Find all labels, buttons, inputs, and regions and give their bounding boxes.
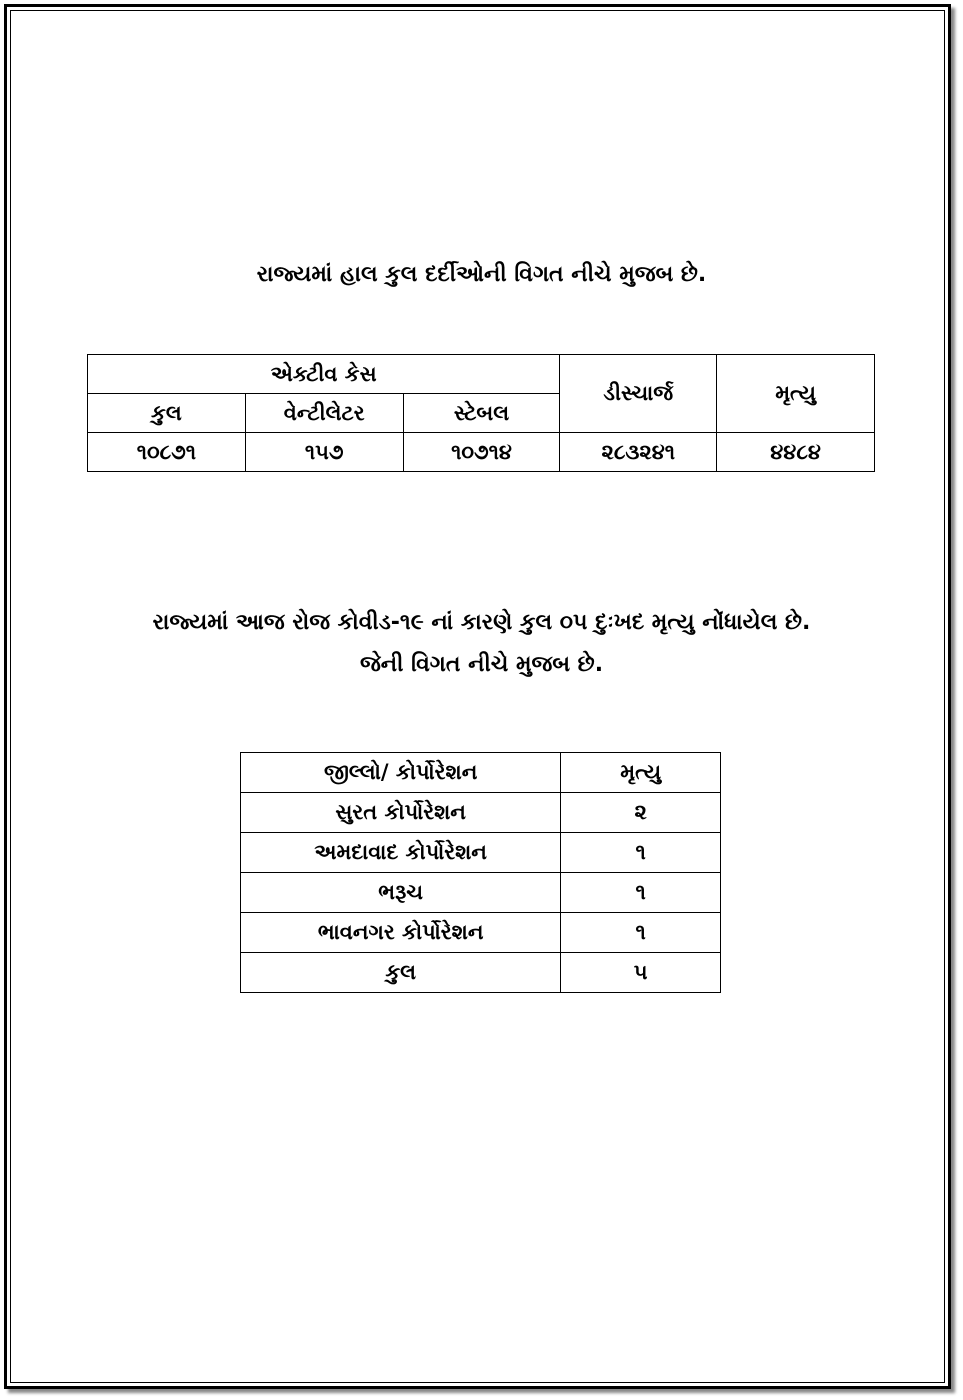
death-count: ૧ — [561, 913, 721, 953]
district-name: ભરૂચ — [241, 873, 561, 913]
death-value: ૪૪૮૪ — [717, 433, 875, 472]
death-header: મૃત્યુ — [717, 355, 875, 433]
page-border-inner — [10, 10, 945, 1383]
table-row — [241, 793, 721, 833]
table-row — [241, 953, 721, 993]
death-heading-line1: રાજ્યમાં આજ રોજ કોવીડ-૧૯ નાં કારણે કુલ ૦૫ દુઃખદ મૃત્યુ નોંધાયેલ છે. — [152, 610, 811, 635]
discharge-value: ૨૮૩૨૪૧ — [560, 433, 717, 472]
death-count: ૨ — [561, 793, 721, 833]
district-name: કુલ — [241, 953, 561, 993]
ventilator-value: ૧૫૭ — [245, 433, 403, 472]
active-cases-header: એક્ટીવ કેસ — [88, 355, 560, 394]
summary-table — [87, 354, 875, 472]
district-name: ભાવનગર કોર્પોરેશન — [241, 913, 561, 953]
summary-heading: રાજ્યમાં હાલ કુલ દર્દીઓની વિગત નીચે મુજબ છે. — [256, 262, 707, 287]
discharge-header: ડીસ્ચાર્જ — [560, 355, 717, 433]
death-count: ૫ — [561, 953, 721, 993]
district-name: અમદાવાદ કોર્પોરેશન — [241, 833, 561, 873]
death-count: ૧ — [561, 873, 721, 913]
district-name: સુરત કોર્પોરેશન — [241, 793, 561, 833]
table-row — [241, 873, 721, 913]
stable-header: સ્ટેબલ — [403, 394, 560, 433]
death-heading-line2: જેની વિગત નીચે મુજબ છે. — [359, 652, 604, 677]
district-column-header: જીલ્લો/ કોર્પોરેશન — [241, 753, 561, 793]
table-row — [241, 833, 721, 873]
total-value: ૧૦૮૭૧ — [88, 433, 246, 472]
stable-value: ૧૦૭૧૪ — [403, 433, 560, 472]
total-header: કુલ — [88, 394, 246, 433]
death-count: ૧ — [561, 833, 721, 873]
ventilator-header: વેન્ટીલેટર — [245, 394, 403, 433]
table-row — [241, 913, 721, 953]
death-column-header: મૃત્યુ — [561, 753, 721, 793]
death-table — [240, 752, 721, 993]
